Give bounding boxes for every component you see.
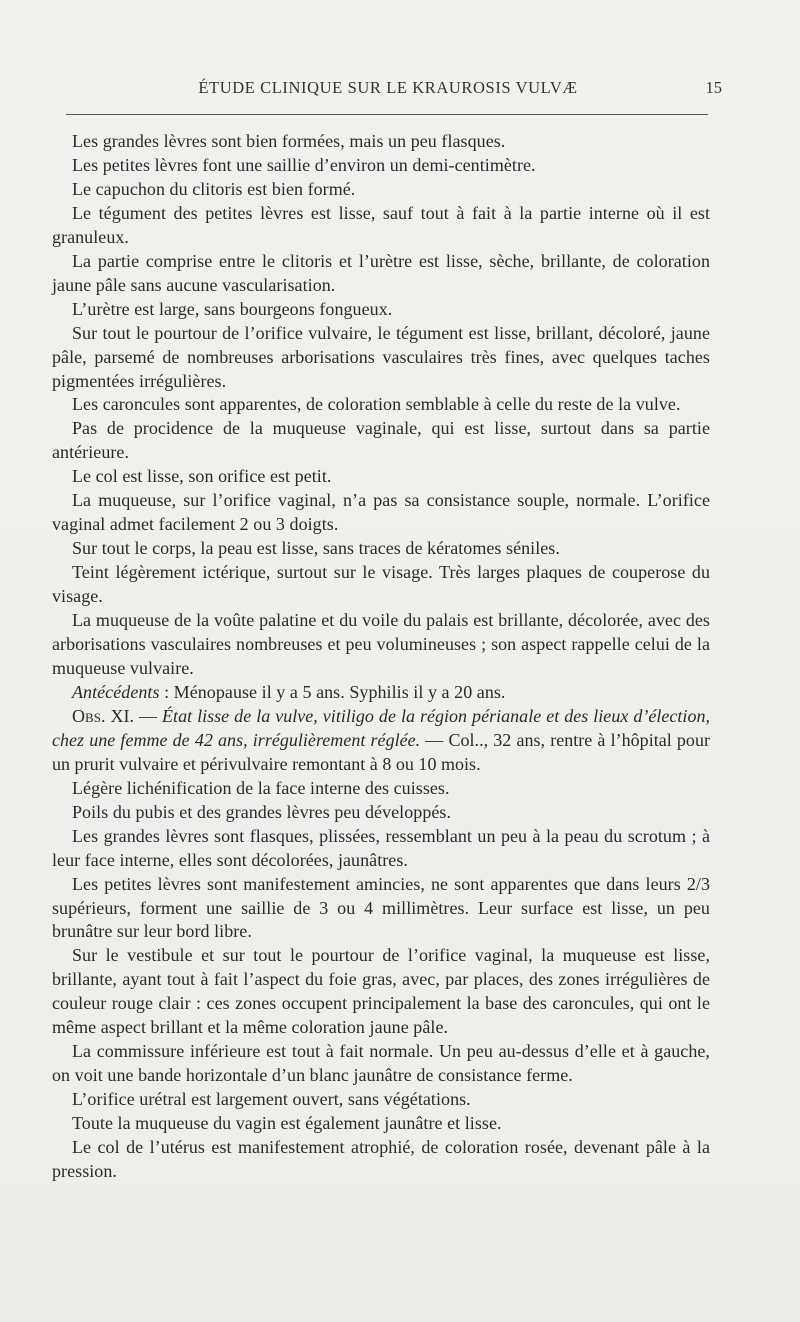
paragraph: La commissure inférieure est tout à fait normale. Un peu au-dessus d’elle et à gauche, on voit une bande horizontale d’un blanc jaunâtre de consistance ferme.: [52, 1041, 710, 1086]
observation-label: Obs. XI.: [72, 705, 135, 726]
paragraph: Le col de l’utérus est manifestement atrophié, de coloration rosée, devenant pâle à la pression.: [52, 1137, 710, 1181]
paragraph: Les grandes lèvres sont bien formées, mais un peu flasques.: [72, 131, 506, 151]
antecedents-text: : Ménopause il y a 5 ans. Syphilis il y a 20 ans.: [159, 681, 506, 702]
observation-title: État lisse de la vulve, vitiligo de la région périanale et des lieux d’élection, chez une femme de 42 ans, irrégulièrement réglée.: [52, 705, 711, 750]
antecedents-label: Antécédents: [72, 681, 160, 702]
paragraph: Teint légèrement ictérique, surtout sur le visage. Très larges plaques de couperose du visage.: [52, 562, 710, 607]
paragraph: Les petites lèvres sont manifestement amincies, ne sont apparentes que dans leurs 2/3 supérieurs, forment une saillie de 3 ou 4 millimètres. Leur surface est lisse, un peu brunâtre sur leur bord libre.: [52, 873, 710, 942]
paragraph: Sur tout le corps, la peau est lisse, sans traces de kératomes séniles.: [72, 538, 560, 559]
paragraph: La muqueuse, sur l’orifice vaginal, n’a pas sa consistance souple, normale. L’orifice vaginal admet facilement 2 ou 3 doigts.: [52, 490, 710, 535]
body-text: [52, 130, 710, 1184]
running-head-title: ÉTUDE CLINIQUE SUR LE KRAUROSIS VULVÆ: [198, 78, 578, 97]
paragraph: Le capuchon du clitoris est bien formé.: [72, 178, 356, 199]
paragraph: Poils du pubis et des grandes lèvres peu développés.: [72, 801, 452, 822]
paragraph: Les petites lèvres font une saillie d’environ un demi-centimètre.: [72, 154, 536, 175]
paragraph: Sur tout le pourtour de l’orifice vulvaire, le tégument est lisse, brillant, décoloré, jaune pâle, parsemé de nombreuses arborisations vasculaires très fines, avec quelques taches pigmentées irrégulières.: [52, 322, 710, 391]
observation-paragraph: [52, 705, 710, 777]
paragraph: Légère lichénification de la face interne des cuisses.: [72, 777, 450, 798]
observation-text: — Col.., 32 ans, rentre à l’hôpital pour un prurit vulvaire et périvulvaire remontant à 8 ou 10 mois.: [52, 729, 710, 774]
paragraph: Le col est lisse, son orifice est petit.: [72, 466, 332, 487]
paragraph: Pas de procidence de la muqueuse vaginale, qui est lisse, surtout dans sa partie antérieure.: [52, 418, 710, 463]
paragraph: Les grandes lèvres sont flasques, plissées, ressemblant un peu à la peau du scrotum ; à leur face interne, elles sont décolorées, jaunâtres.: [52, 825, 710, 870]
paragraph: La muqueuse de la voûte palatine et du voile du palais est brillante, décolorée, avec des arborisations vasculaires nombreuses et peu volumineuses ; son aspect rappelle celui de la muqueuse vulvaire.: [52, 610, 710, 678]
paragraph: La partie comprise entre le clitoris et l’urètre est lisse, sèche, brillante, de coloration jaune pâle sans aucune vascularisation.: [52, 250, 710, 295]
paragraph: Sur le vestibule et sur tout le pourtour de l’orifice vaginal, la muqueuse est lisse, brillante, ayant tout à fait l’aspect du foie gras, avec, par places, des zones irrégulières de couleur rouge clair : ces zones occupent principalement la base des caroncules, qui ont le même aspect brillant et la même coloration jaune pâle.: [52, 945, 710, 1038]
paragraph: L’urètre est large, sans bourgeons fongueux.: [72, 298, 393, 319]
running-head: [68, 78, 722, 102]
paragraph: Toute la muqueuse du vagin est également jaunâtre et lisse.: [72, 1113, 502, 1134]
paragraph: Le tégument des petites lèvres est lisse, sauf tout à fait à la partie interne où il est granuleux.: [52, 202, 710, 247]
antecedents-paragraph: [52, 681, 710, 705]
page-number: 15: [705, 78, 722, 97]
header-rule: [66, 114, 708, 115]
observation-dash: —: [134, 705, 163, 726]
paragraph: L’orifice urétral est largement ouvert, sans végétations.: [72, 1089, 471, 1110]
paragraph: Les caroncules sont apparentes, de coloration semblable à celle du reste de la vulve.: [72, 394, 681, 415]
